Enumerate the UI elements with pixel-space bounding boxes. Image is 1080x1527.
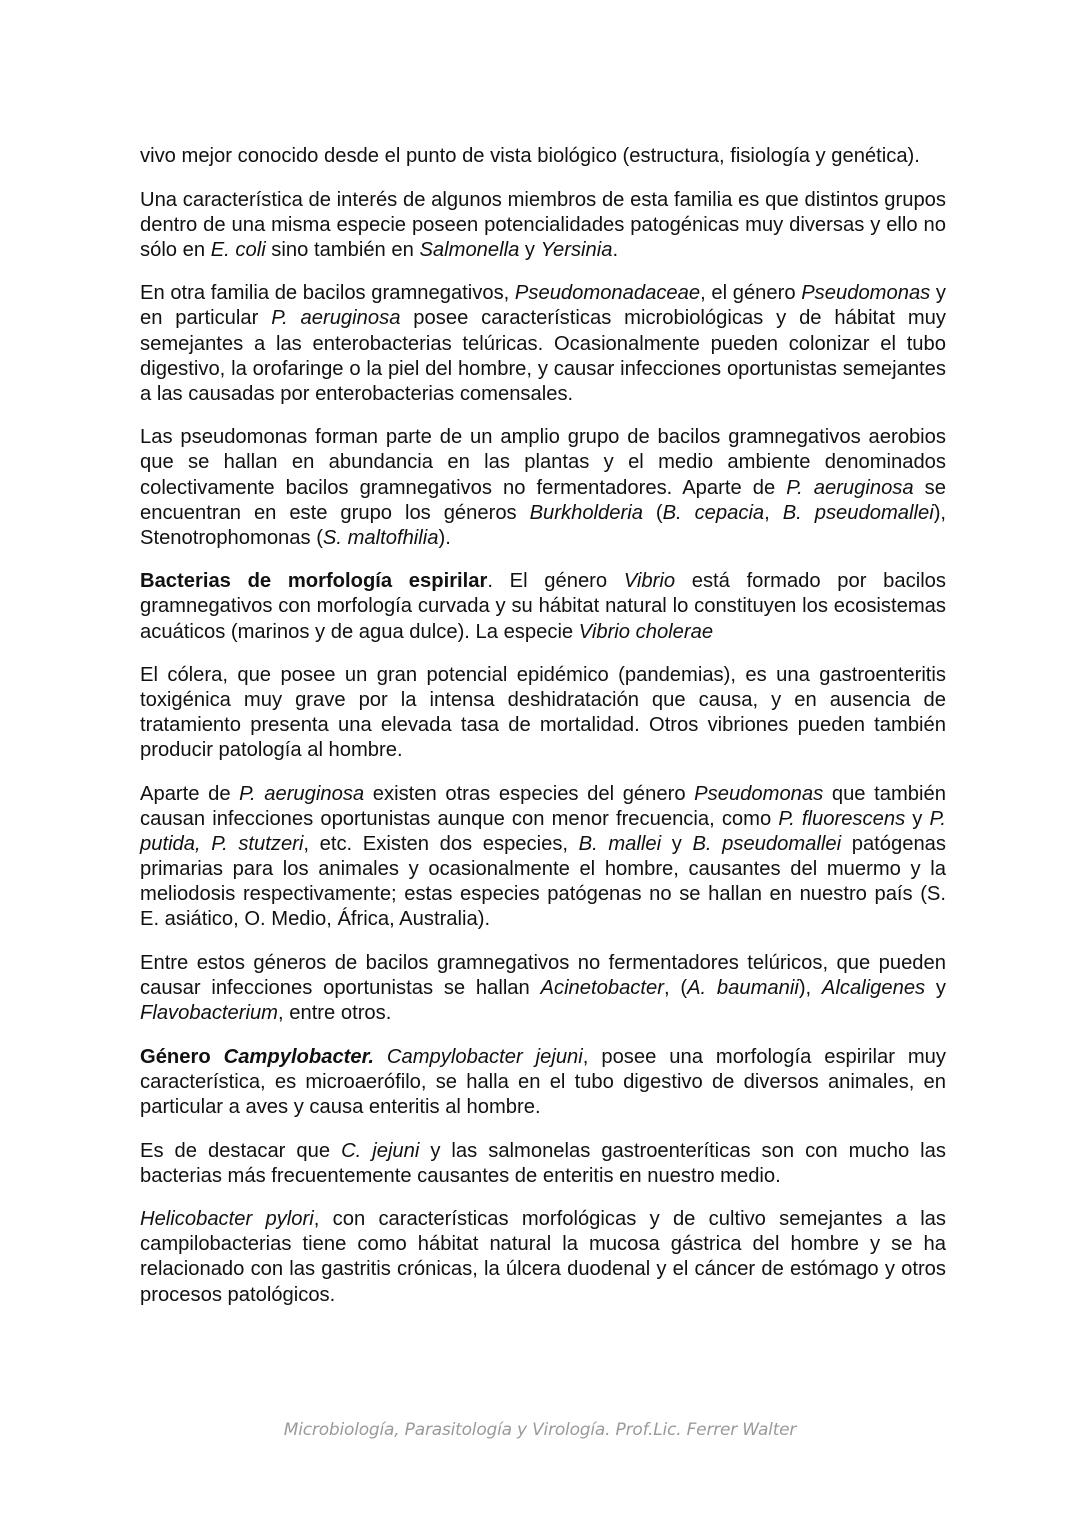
bold-text-segment: Bacterias de morfología espirilar bbox=[140, 570, 488, 593]
bold-text-segment: Género bbox=[140, 1045, 224, 1068]
italic-text-segment: Vibrio cholerae bbox=[578, 620, 714, 643]
text-segment: , posee una morfología espirilar muy característica, es microaerófilo, se halla en el tubo digestivo de diversos animales, en particular a aves y causa enteritis al hombre. bbox=[140, 1045, 946, 1118]
italic-text-segment: Alcaligenes bbox=[821, 977, 926, 1000]
italic-text-segment: Helicobacter pylori bbox=[140, 1208, 314, 1231]
text-segment: Es de destacar que bbox=[140, 1139, 342, 1162]
text-segment: y bbox=[519, 238, 541, 261]
text-segment: , ( bbox=[663, 977, 688, 1000]
italic-text-segment: Yersinia bbox=[540, 238, 613, 261]
paragraph bbox=[140, 663, 946, 763]
text-segment: ), bbox=[798, 977, 822, 1000]
text-segment: . El género bbox=[487, 570, 624, 593]
text-segment: . bbox=[612, 238, 619, 261]
bold-italic-text-segment: Campylobacter. bbox=[223, 1045, 374, 1068]
text-segment: , etc. Existen dos especies, bbox=[303, 833, 579, 856]
paragraph bbox=[140, 1207, 946, 1307]
paragraph bbox=[140, 425, 946, 550]
text-segment: y bbox=[905, 808, 930, 831]
text-segment: sino también en bbox=[265, 238, 420, 261]
text-segment: , bbox=[764, 501, 783, 524]
text-segment: En otra familia de bacilos gramnegativos, bbox=[140, 282, 515, 305]
italic-text-segment: Salmonella bbox=[419, 238, 520, 261]
text-segment: ), Stenotrophomonas ( bbox=[140, 501, 947, 549]
text-segment: vivo mejor conocido desde el punto de vista biológico (estructura, fisiología y genética). bbox=[140, 145, 920, 167]
paragraph bbox=[140, 281, 946, 406]
page-footer: Microbiología, Parasitología y Virología. Prof.Lic. Ferrer Walter bbox=[283, 1420, 797, 1440]
paragraph bbox=[140, 188, 946, 263]
text-segment: El cólera, que posee un gran potencial epidémico (pandemias), es una gastroenteritis toxigénica muy grave por la intensa deshidratación que causa, y en ausencia de tratamiento presenta una elevada tasa de mortalidad. Otros vibriones pueden también producir patología al hombre. bbox=[140, 664, 946, 762]
italic-text-segment: Pseudomonas bbox=[801, 282, 931, 305]
italic-text-segment: P. putida, P. stutzeri bbox=[140, 808, 947, 856]
italic-text-segment: Pseudomonadaceae bbox=[514, 282, 701, 305]
text-segment: y bbox=[661, 833, 693, 856]
text-segment: y bbox=[925, 977, 946, 1000]
text-segment: existen otras especies del género bbox=[364, 782, 695, 805]
paragraph bbox=[140, 782, 946, 933]
text-segment: ). bbox=[438, 526, 451, 549]
text-segment: , el género bbox=[700, 282, 802, 305]
text-segment: Una característica de interés de algunos miembros de esta familia es que distintos grupos dentro de una misma especie poseen potencialidades patogénicas muy diversas y ello no sólo en bbox=[140, 188, 946, 261]
text-segment: y en particular bbox=[140, 282, 946, 330]
italic-text-segment: P. aeruginosa bbox=[271, 307, 401, 330]
italic-text-segment: B. pseudomallei bbox=[782, 501, 934, 524]
text-segment: , con características morfológicas y de cultivo semejantes a las campilobacterias tiene como hábitat natural la mucosa gástrica del hombre y se ha relacionado con las gastritis crónicas, la úlcera duodenal y el cáncer de estómago y otros procesos patológicos. bbox=[140, 1208, 947, 1306]
paragraph bbox=[140, 569, 946, 644]
paragraph bbox=[140, 1045, 946, 1120]
text-segment bbox=[374, 1046, 387, 1068]
italic-text-segment: Pseudomonas bbox=[694, 782, 824, 805]
text-segment: Las pseudomonas forman parte de un amplio grupo de bacilos gramnegativos aerobios que se hallan en abundancia en las plantas y el medio ambiente denominados colectivamente bacilos gramnegativos no fermentadores. Aparte de bbox=[140, 426, 946, 499]
italic-text-segment: Flavobacterium bbox=[140, 1002, 279, 1025]
italic-text-segment: Campylobacter jejuni bbox=[386, 1045, 583, 1068]
text-segment: Aparte de bbox=[140, 782, 240, 805]
italic-text-segment: Burkholderia bbox=[529, 501, 643, 524]
italic-text-segment: P. aeruginosa bbox=[239, 782, 365, 805]
italic-text-segment: S. maltofhilia bbox=[322, 526, 439, 549]
text-segment: , entre otros. bbox=[278, 1002, 392, 1025]
italic-text-segment: Vibrio bbox=[623, 570, 676, 593]
italic-text-segment: P. fluorescens bbox=[778, 808, 906, 831]
text-segment: y las salmonelas gastroenteríticas son con mucho las bacterias más frecuentemente causantes de enteritis en nuestro medio. bbox=[140, 1139, 946, 1187]
text-segment: posee características microbiológicas y de hábitat muy semejantes a las enterobacterias telúricas. Ocasionalmente pueden colonizar el tubo digestivo, la orofaringe o la piel del hombre, y causar infecciones oportunistas semejantes a las causadas por enterobacterias comensales. bbox=[140, 307, 946, 405]
text-segment: que también causan infecciones oportunistas aunque con menor frecuencia, como bbox=[140, 782, 946, 831]
italic-text-segment: B. pseudomallei bbox=[692, 833, 842, 856]
italic-text-segment: P. aeruginosa bbox=[786, 476, 914, 499]
italic-text-segment: Acinetobacter bbox=[540, 977, 664, 1000]
text-segment: Entre estos géneros de bacilos gramnegativos no fermentadores telúricos, que pueden causar infecciones oportunistas se hallan bbox=[140, 952, 946, 1000]
paragraph bbox=[140, 144, 946, 169]
italic-text-segment: B. mallei bbox=[578, 833, 662, 856]
text-segment: está formado por bacilos gramnegativos con morfología curvada y su hábitat natural lo constituyen los ecosistemas acuáticos (marinos y de agua dulce). La especie bbox=[140, 570, 947, 643]
text-segment: ( bbox=[642, 501, 663, 524]
text-segment: se encuentran en este grupo los géneros bbox=[140, 476, 946, 524]
paragraph bbox=[140, 951, 946, 1026]
italic-text-segment: B. cepacia bbox=[662, 501, 765, 524]
text-segment: patógenas primarias para los animales y ocasionalmente el hombre, causantes del muermo y la meliodosis respectivamente; estas especies patógenas no se hallan en nuestro país (S. E. asiático, O. Medio, África, Australia). bbox=[140, 833, 947, 931]
italic-text-segment: E. coli bbox=[210, 238, 266, 261]
italic-text-segment: C. jejuni bbox=[341, 1139, 420, 1162]
paragraph bbox=[140, 1139, 946, 1189]
italic-text-segment: A. baumanii bbox=[687, 977, 799, 1000]
document-body bbox=[140, 144, 946, 1326]
